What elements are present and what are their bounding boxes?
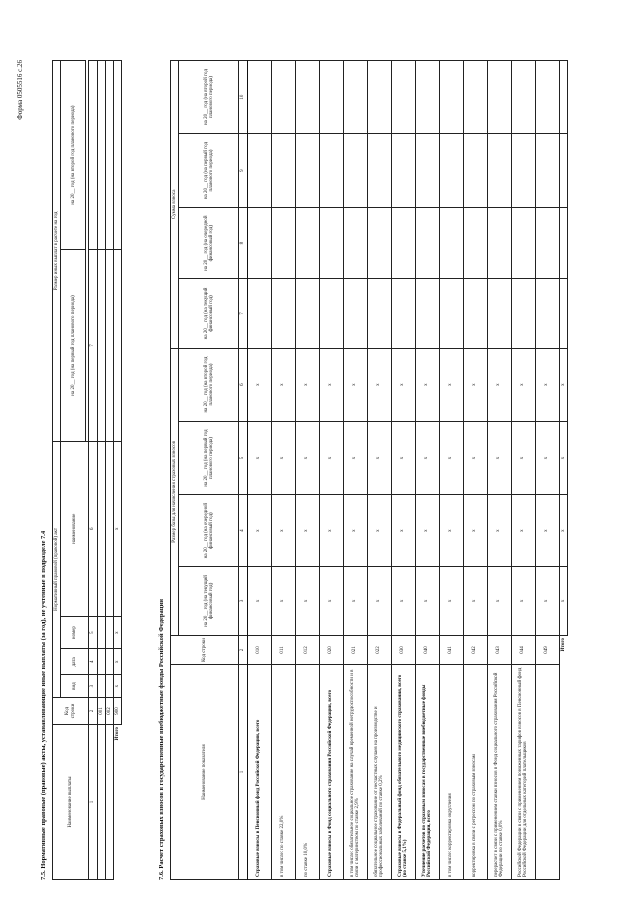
value-cell — [535, 279, 559, 348]
x-mark: x — [343, 348, 367, 421]
x-mark: x — [535, 495, 559, 566]
section-75-title: 7.5. Нормативные правовые (правовые) акты, устанавливающие иные выплаты (за год), не учтенные в подразделе 7.4 — [40, 530, 47, 880]
value-cell — [511, 134, 535, 208]
value-cell — [559, 207, 567, 278]
value-cell — [391, 61, 415, 134]
x-mark: x — [367, 495, 391, 566]
row-code: 049 — [535, 636, 559, 665]
value-cell — [535, 61, 559, 134]
row-name: в том числе: корректировка округления — [439, 665, 463, 880]
value-cell — [343, 207, 367, 278]
table-row — [105, 61, 113, 880]
t76-column-numbers — [239, 61, 247, 880]
table-row — [415, 61, 439, 880]
table-75 — [52, 60, 122, 880]
t76-h-base-y1: на 20__ год (на очередной финансовый год) — [179, 495, 239, 566]
row-name: в том числе: по ставке 22,0% — [271, 665, 295, 880]
t75-n6: 6 — [89, 441, 97, 616]
x-mark: x — [511, 348, 535, 421]
row-code: 040 — [415, 636, 439, 665]
column-number: 4 — [239, 495, 247, 566]
row-name: корректировка в связи с регрессом по страховым взносам — [463, 665, 487, 880]
table-row — [439, 61, 463, 880]
x-mark: x — [415, 348, 439, 421]
table-row — [535, 61, 559, 880]
t75-n2: 2 — [89, 698, 97, 725]
column-number: 6 — [239, 348, 247, 421]
x-mark: x — [511, 495, 535, 566]
x-mark: x — [439, 348, 463, 421]
value-cell — [367, 279, 391, 348]
x-mark: x — [319, 421, 343, 495]
t75-h-num: номер — [61, 616, 89, 649]
value-cell — [439, 134, 463, 208]
t75-h-y2: на 20__ год (на второй год планового периода) — [61, 61, 86, 250]
row-code: 043 — [487, 636, 511, 665]
x-mark: x — [463, 495, 487, 566]
x-mark: x — [487, 421, 511, 495]
t76-h-sum-y0: на 20__ год (на текущий финансовый год) — [179, 279, 239, 348]
x-mark: x — [367, 348, 391, 421]
value-cell — [439, 279, 463, 348]
value-cell — [295, 134, 319, 208]
x-mark: x — [391, 495, 415, 566]
x-mark: x — [463, 348, 487, 421]
form-code: Форма 0505516 с.26 — [16, 60, 24, 120]
value-cell — [271, 279, 295, 348]
row-code: 044 — [511, 636, 535, 665]
value-cell — [463, 279, 487, 348]
x-mark: x — [247, 566, 271, 635]
value-cell — [247, 279, 271, 348]
value-cell — [487, 61, 511, 134]
value-cell — [463, 134, 487, 208]
value-cell — [487, 279, 511, 348]
table-row-itogo — [114, 61, 122, 880]
row-name: Страховые взносы в Фонд социального страхования Российской Федерации, всего — [319, 665, 343, 880]
value-cell — [319, 279, 343, 348]
x-mark: x — [271, 495, 295, 566]
x-mark: x — [487, 348, 511, 421]
table-row — [97, 61, 105, 880]
x-mark: x — [511, 421, 535, 495]
value-cell — [343, 134, 367, 208]
value-cell — [319, 61, 343, 134]
table-row — [511, 61, 535, 880]
value-cell — [463, 207, 487, 278]
row-code: 042 — [463, 636, 487, 665]
x-mark: x — [114, 649, 122, 675]
column-number: 1 — [239, 665, 247, 880]
t75-h-code: Код строки — [53, 698, 89, 725]
value-cell — [559, 134, 567, 208]
row-code: 022 — [367, 636, 391, 665]
t75-h-name: Наименование выплаты — [53, 725, 89, 880]
table-76 — [170, 60, 568, 880]
x-mark: x — [319, 566, 343, 635]
x-mark: x — [114, 616, 122, 649]
row-name: Российской Федерации в связи с применением пониженных тарифов взносов в Пенсионный фонд Российской Федерации для отдельных категорий плательщиков — [511, 665, 535, 880]
value-cell — [271, 61, 295, 134]
x-mark: x — [343, 566, 367, 635]
value-cell — [319, 134, 343, 208]
x-mark: x — [319, 348, 343, 421]
t76-h-sum: Сумма взноса — [171, 61, 179, 349]
t75-n5: 5 — [89, 616, 97, 649]
row-name: обязательное социальное страхование от несчастных случаев на производстве и профессиональных заболеваний по ставке 0,2% — [367, 665, 391, 880]
x-mark: x — [247, 348, 271, 421]
x-mark: x — [559, 421, 567, 495]
row-code: 012 — [295, 636, 319, 665]
table-row — [367, 61, 391, 880]
x-mark: x — [343, 421, 367, 495]
x-mark: x — [535, 421, 559, 495]
x-mark: x — [295, 348, 319, 421]
value-cell — [439, 61, 463, 134]
x-mark: x — [391, 421, 415, 495]
t76-h-base-y3: на 20__ год (на второй год планового периода) — [179, 348, 239, 421]
t75-n4: 4 — [89, 649, 97, 675]
value-cell — [319, 207, 343, 278]
value-cell — [391, 207, 415, 278]
x-mark: x — [391, 348, 415, 421]
x-mark: x — [319, 495, 343, 566]
value-cell — [487, 134, 511, 208]
row-code: 020 — [319, 636, 343, 665]
value-cell — [343, 279, 367, 348]
value-cell — [559, 61, 567, 134]
x-mark: x — [415, 495, 439, 566]
value-cell — [247, 61, 271, 134]
x-mark: x — [247, 495, 271, 566]
x-mark: x — [439, 495, 463, 566]
value-cell — [511, 207, 535, 278]
t76-h-sum-y1: на 20__ год (на очередной финансовый год) — [179, 207, 239, 278]
x-mark: x — [114, 441, 122, 616]
x-mark: x — [114, 675, 122, 698]
t75-itogo-label: Итого — [115, 727, 121, 741]
row-name — [535, 665, 559, 880]
value-cell — [367, 134, 391, 208]
value-cell — [391, 279, 415, 348]
t75-h-y1: на 20__ год (на первый год планового периода) — [61, 250, 86, 442]
x-mark: x — [271, 421, 295, 495]
t76-h-sum-y3: на 20__ год (на второй год планового периода) — [179, 61, 239, 134]
t75-h-size: Размер иных выплат в расчете на год — [53, 61, 61, 442]
value-cell — [415, 279, 439, 348]
t76-h-base: Размер базы для начисления страховых взносов — [171, 348, 179, 635]
t76-itogo-label: Итого — [560, 638, 566, 652]
x-mark: x — [511, 566, 535, 635]
row-code: 030 — [391, 636, 415, 665]
t76-h-code: Код строки — [171, 636, 239, 665]
x-mark: x — [295, 495, 319, 566]
table-row — [295, 61, 319, 880]
row-code: 011 — [271, 636, 295, 665]
column-number: 2 — [239, 636, 247, 665]
value-cell — [439, 207, 463, 278]
x-mark: x — [559, 566, 567, 635]
x-mark: x — [343, 495, 367, 566]
x-mark: x — [367, 421, 391, 495]
t76-h-name: Наименование показателя — [171, 665, 239, 880]
x-mark: x — [487, 495, 511, 566]
t75-row-code: 002 — [105, 698, 113, 725]
t76-h-sum-y2: на 20__ год (на первый год планового периода) — [179, 134, 239, 208]
value-cell — [391, 134, 415, 208]
t75-h-date: дата — [61, 649, 89, 675]
value-cell — [463, 61, 487, 134]
x-mark: x — [271, 566, 295, 635]
value-cell — [271, 207, 295, 278]
table-row — [247, 61, 271, 880]
rotated-sheet — [16, 60, 600, 880]
value-cell — [415, 134, 439, 208]
row-name: Страховые взносы в Федеральный фонд обязательного медицинского страхования, всего (по ставке 5,1%) — [391, 665, 415, 880]
column-number: 9 — [239, 134, 247, 208]
x-mark: x — [439, 566, 463, 635]
row-name: перерасчет в связи с применением ставки взносов в Фонд социального страхования Российской Федерации по ставке 0,0% — [487, 665, 511, 880]
t75-n1: 1 — [89, 725, 97, 880]
value-cell — [295, 279, 319, 348]
t75-h-vid: вид — [61, 675, 89, 698]
value-cell — [415, 207, 439, 278]
table-row — [271, 61, 295, 880]
t75-n7: 7 — [89, 250, 97, 442]
table-row-itogo — [559, 61, 567, 880]
value-cell — [295, 207, 319, 278]
value-cell — [559, 279, 567, 348]
x-mark: x — [559, 495, 567, 566]
value-cell — [247, 134, 271, 208]
section-76-title: 7.6. Расчет страховых взносов в государственные внебюджетные фонды Российской Федерации — [158, 599, 165, 880]
column-number: 8 — [239, 207, 247, 278]
value-cell — [415, 61, 439, 134]
value-cell — [487, 207, 511, 278]
x-mark: x — [463, 421, 487, 495]
table-row — [487, 61, 511, 880]
x-mark: x — [415, 421, 439, 495]
x-mark: x — [415, 566, 439, 635]
x-mark: x — [463, 566, 487, 635]
t75-itogo-code: 900 — [114, 698, 122, 725]
x-mark: x — [535, 566, 559, 635]
table-row — [463, 61, 487, 880]
x-mark: x — [439, 421, 463, 495]
x-mark: x — [247, 421, 271, 495]
row-code: 010 — [247, 636, 271, 665]
value-cell — [535, 134, 559, 208]
column-number: 5 — [239, 421, 247, 495]
row-name: Страховые взносы в Пенсионный фонд Российской Федерации, всего — [247, 665, 271, 880]
row-code: 021 — [343, 636, 367, 665]
t75-n8 — [89, 61, 97, 250]
t75-n3: 3 — [89, 675, 97, 698]
row-name: в том числе: обязательное социальное страхование на случай временной нетрудоспособности и в связи с материнством по ставке 2,9% — [343, 665, 367, 880]
value-cell — [247, 207, 271, 278]
x-mark: x — [535, 348, 559, 421]
x-mark: x — [271, 348, 295, 421]
t76-h-base-y0: на 20__ год (на текущий финансовый год) — [179, 566, 239, 635]
value-cell — [511, 279, 535, 348]
value-cell — [367, 61, 391, 134]
x-mark: x — [367, 566, 391, 635]
value-cell — [511, 61, 535, 134]
column-number: 3 — [239, 566, 247, 635]
value-cell — [367, 207, 391, 278]
table-row — [319, 61, 343, 880]
t76-h-base-y2: на 20__ год (на первый год планового периода) — [179, 421, 239, 495]
table-row — [391, 61, 415, 880]
x-mark: x — [391, 566, 415, 635]
x-mark: x — [295, 421, 319, 495]
value-cell — [271, 134, 295, 208]
column-number: 7 — [239, 279, 247, 348]
column-number: 10 — [239, 61, 247, 134]
t75-row-code: 001 — [97, 698, 105, 725]
x-mark: x — [295, 566, 319, 635]
value-cell — [343, 61, 367, 134]
row-name: Уточнение расчетов по страховым взносам в государственные внебюджетные фонды Российской Федерации, всего — [415, 665, 439, 880]
x-mark: x — [487, 566, 511, 635]
row-name: по ставке 10,0% — [295, 665, 319, 880]
table-row — [343, 61, 367, 880]
t75-h-act: Нормативный правовой (правовой) акт — [53, 441, 61, 697]
value-cell — [295, 61, 319, 134]
value-cell — [535, 207, 559, 278]
x-mark: x — [559, 348, 567, 421]
row-code: 041 — [439, 636, 463, 665]
t75-h-naim: наименование — [61, 441, 89, 616]
